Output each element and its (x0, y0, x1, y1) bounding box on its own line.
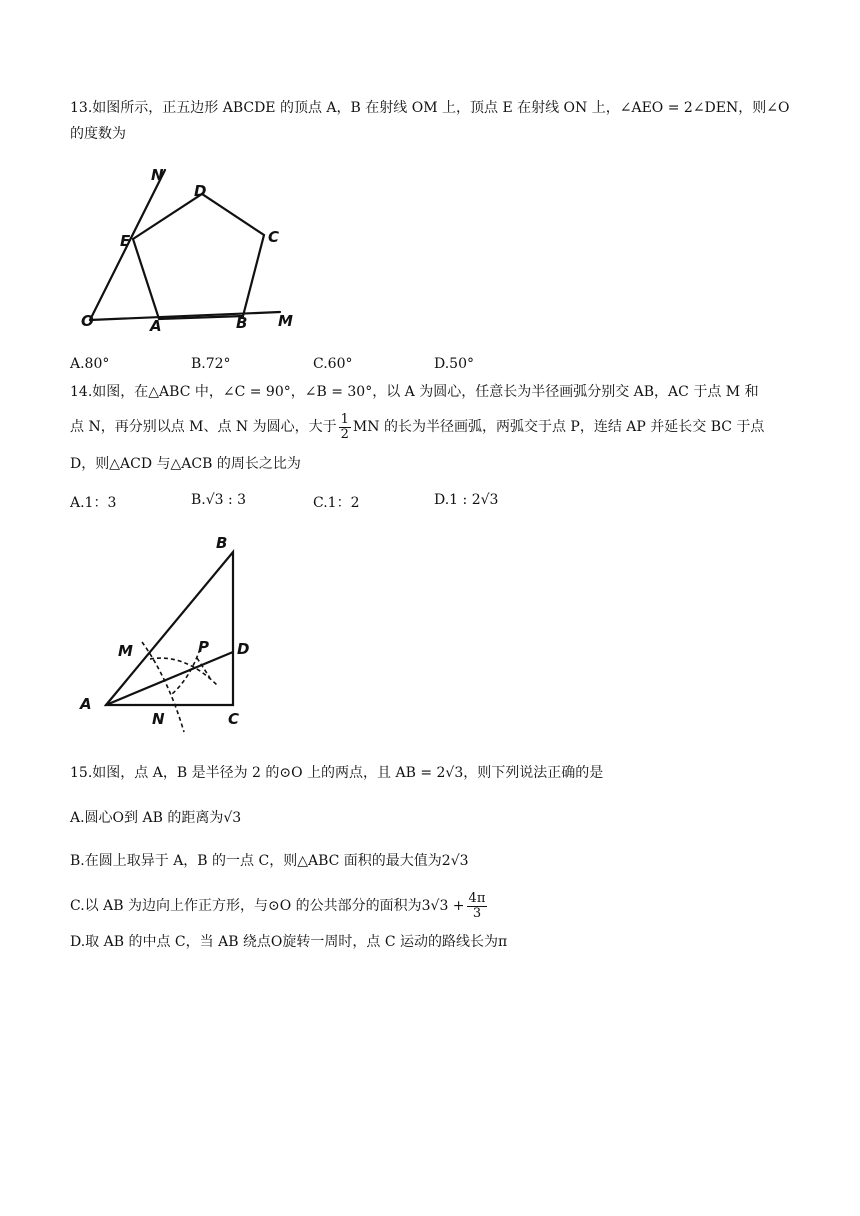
q15-option-c-text: C.以 AB 为边向上作正方形，与⊙O 的公共部分的面积为3√3 + (70, 898, 465, 914)
q14-line2-pre: 点 N，再分别以点 M、点 N 为圆心，大于 (70, 419, 337, 435)
q15-option-b[interactable]: B.在圆上取异于 A，B 的一点 C，则△ABC 面积的最大值为2√3 (70, 853, 469, 869)
q15-stem: 15.如图，点 A，B 是半径为 2 的⊙O 上的两点，且 AB = 2√3，则下列说法正确的是 (70, 765, 604, 781)
label-e: E (120, 232, 131, 250)
q13-option-b[interactable]: B.72° (191, 356, 231, 372)
q14-option-c[interactable]: C.1：2 (313, 495, 360, 511)
label-d: D (237, 640, 250, 658)
label-o: O (81, 312, 94, 330)
q15-option-a[interactable]: A.圆心O到 AB 的距离为√3 (70, 810, 242, 826)
q15-option-c[interactable] (70, 886, 489, 926)
label-b: B (236, 314, 248, 332)
label-m: M (118, 642, 133, 660)
label-a: A (80, 695, 92, 713)
label-n: N (151, 166, 164, 184)
q13-option-c[interactable]: C.60° (313, 356, 353, 372)
q13-stem-line2: 的度数为 (70, 126, 126, 142)
q14-line2-post: MN 的长为半径画弧，两弧交于点 P，连结 AP 并延长交 BC 于点 (352, 419, 765, 435)
q14-stem-line3: D，则△ACD 与△ACB 的周长之比为 (70, 456, 301, 472)
q13-option-d[interactable]: D.50° (434, 356, 474, 372)
label-p: P (198, 638, 209, 656)
label-d: D (194, 182, 207, 200)
triangle-figure (70, 528, 270, 738)
q14-stem-line2 (70, 410, 764, 444)
q14-stem-line1: 14.如图，在△ABC 中，∠C = 90°，∠B = 30°，以 A 为圆心，任意长为半径画弧分别交 AB，AC 于点 M 和 (70, 384, 759, 400)
pentagon-figure (70, 158, 320, 338)
q13-stem-line1: 13.如图所示，正五边形 ABCDE 的顶点 A，B 在射线 OM 上，顶点 E 在射线 ON 上，∠AEO = 2∠DEN，则∠O (70, 100, 790, 116)
q14-option-b[interactable]: B.√3 : 3 (191, 492, 247, 508)
label-m: M (278, 312, 293, 330)
q13-option-a[interactable]: A.80° (70, 356, 110, 372)
q15-option-d[interactable]: D.取 AB 的中点 C，当 AB 绕点O旋转一周时，点 C 运动的路线长为π (70, 934, 508, 950)
q14-option-a[interactable]: A.1：3 (70, 495, 117, 511)
q14-option-d[interactable]: D.1 : 2√3 (434, 492, 499, 508)
label-c: C (228, 710, 240, 728)
label-b: B (216, 534, 228, 552)
half-fraction: $\frac{1}{2}$ (340, 411, 349, 442)
four-pi-over-three: $\frac{4\pi}{3}$ (468, 890, 486, 921)
label-c: C (268, 228, 280, 246)
label-n: N (152, 710, 165, 728)
label-a: A (150, 317, 162, 335)
